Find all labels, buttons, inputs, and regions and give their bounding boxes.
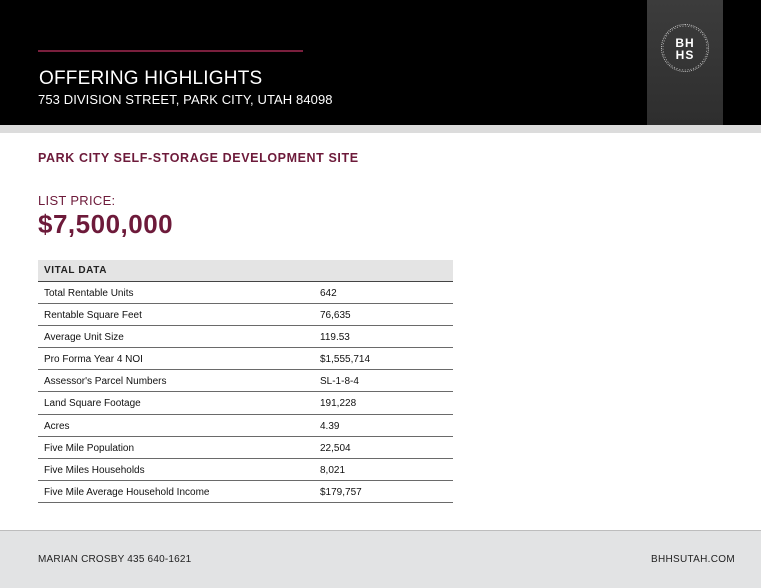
row-label: Pro Forma Year 4 NOI [44, 354, 143, 366]
brand-logo-panel [647, 0, 723, 125]
vital-data-heading: VITAL DATA [38, 260, 453, 282]
row-label: Average Unit Size [44, 332, 124, 344]
table-row [38, 415, 453, 437]
website-link[interactable]: BHHSUTAH.COM [651, 554, 735, 565]
list-price-value: $7,500,000 [38, 209, 174, 239]
table-row [38, 282, 453, 304]
table-row [38, 392, 453, 414]
row-label: Land Square Footage [44, 398, 141, 410]
row-value: 76,635 [320, 310, 351, 322]
agent-contact: MARIAN CROSBY 435 640-1621 [38, 554, 192, 565]
list-price-label: LIST PRICE: [38, 193, 116, 208]
row-label: Five Miles Households [44, 464, 145, 476]
table-row [38, 459, 453, 481]
footer-bar [0, 530, 761, 588]
table-row [38, 348, 453, 370]
site-title: PARK CITY SELF-STORAGE DEVELOPMENT SITE [38, 151, 359, 165]
row-value: $179,757 [320, 486, 362, 498]
row-value: 191,228 [320, 398, 357, 410]
row-value: 642 [320, 288, 337, 299]
row-label: Assessor's Parcel Numbers [44, 376, 167, 388]
row-label: Acres [44, 420, 70, 432]
table-row [38, 326, 453, 348]
row-label: Total Rentable Units [44, 288, 134, 299]
table-row [38, 370, 453, 392]
header-underline-band [0, 125, 761, 133]
table-row [38, 481, 453, 503]
row-value: 8,021 [320, 464, 346, 476]
header-banner [0, 0, 761, 125]
table-row [38, 437, 453, 459]
row-value: 119.53 [320, 332, 350, 344]
row-value: 22,504 [320, 442, 351, 454]
logo-letters: BH HS [675, 36, 695, 62]
property-address: 753 DIVISION STREET, PARK CITY, UTAH 84098 [38, 92, 333, 107]
vital-data-table [38, 260, 453, 503]
row-label: Five Mile Population [44, 442, 135, 454]
row-value: SL-1-8-4 [320, 376, 359, 388]
table-row [38, 304, 453, 326]
accent-divider [38, 50, 303, 52]
row-label: Rentable Square Feet [44, 310, 142, 322]
row-value: $1,555,714 [320, 354, 371, 366]
row-label: Five Mile Average Household Income [44, 486, 210, 498]
bhhs-logo [661, 24, 709, 72]
page-title: OFFERING HIGHLIGHTS [39, 68, 263, 89]
row-value: 4.39 [320, 420, 340, 432]
